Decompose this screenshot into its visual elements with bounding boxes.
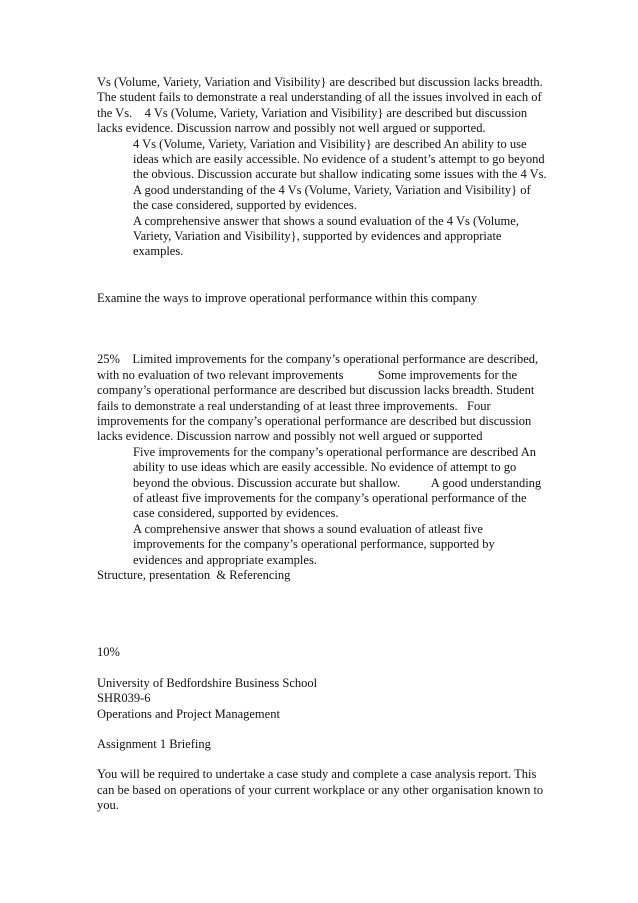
criteria-1-paragraph-4: A comprehensive answer that shows a sound evaluation of the 4 Vs (Volume, Variety, Variation and Visibility}, supported by evidences and appropriate examples. <box>133 213 522 259</box>
assignment-title: Assignment 1 Briefing <box>97 737 211 751</box>
spacer <box>97 752 547 767</box>
spacer <box>97 661 547 676</box>
criteria-2-paragraph-1: 25% Limited improvements for the company’s operational performance are described, with no evaluation of two relevant improvements Some improvements for the company’s operational performance are described but discussion lacks breadth. Student fails to demonstrate a real understanding of at least three improvements. Four improvements for the company’s operational performance are described but discussion lacks evidence. Discussion narrow and possibly not well argued or supported <box>97 352 542 444</box>
assignment-intro: You will be required to undertake a case study and complete a case analysis report. This can be based on operations of your current workplace or any other organisation known to you. <box>97 767 547 813</box>
structure-weight: 10% <box>97 645 120 660</box>
spacer <box>97 306 547 352</box>
document-page <box>97 75 547 814</box>
spacer <box>97 260 547 291</box>
criteria-1-paragraph-1: Vs (Volume, Variety, Variation and Visibility} are described but discussion lacks breadth. The student fails to demonstrate a real understanding of all the issues involved in each of the Vs. 4 Vs (Volume, Variety, Variation and Visibility} are described but discussion lacks evidence. Discussion narrow and possibly not well argued or supported. <box>97 75 546 136</box>
criteria-2-paragraph-2: Five improvements for the company’s operational performance are described An ability to use ideas which are easily accessible. No evidence of attempt to go beyond the obvious. Discussion accurate but shallow. A good understanding of atleast five improvements for the company’s operational performance of the case considered, supported by evidences. <box>133 444 545 521</box>
course-name: Operations and Project Management <box>97 706 280 721</box>
criteria-2-paragraph-3: A comprehensive answer that shows a sound evaluation of atleast five improvements for the company’s operational performance, supported by evidences and appropriate examples. <box>133 521 498 567</box>
school-name: University of Bedfordshire Business School <box>97 675 318 690</box>
spacer <box>97 722 547 737</box>
structure-heading: Structure, presentation & Referencing <box>97 567 291 582</box>
criteria-1-paragraph-2: 4 Vs (Volume, Variety, Variation and Visibility} are described An ability to use ideas which are easily accessible. No evidence of a student’s attempt to go beyond the obvious. Discussion accurate but shallow indicating some issues with the 4 Vs. <box>133 136 548 182</box>
criteria-1-paragraph-3: A good understanding of the 4 Vs (Volume, Variety, Variation and Visibility} of the case considered, supported by evidences. <box>133 182 534 213</box>
question-2-heading: Examine the ways to improve operational performance within this company <box>97 290 478 305</box>
spacer <box>97 583 547 645</box>
course-code: SHR039-6 <box>97 691 151 706</box>
